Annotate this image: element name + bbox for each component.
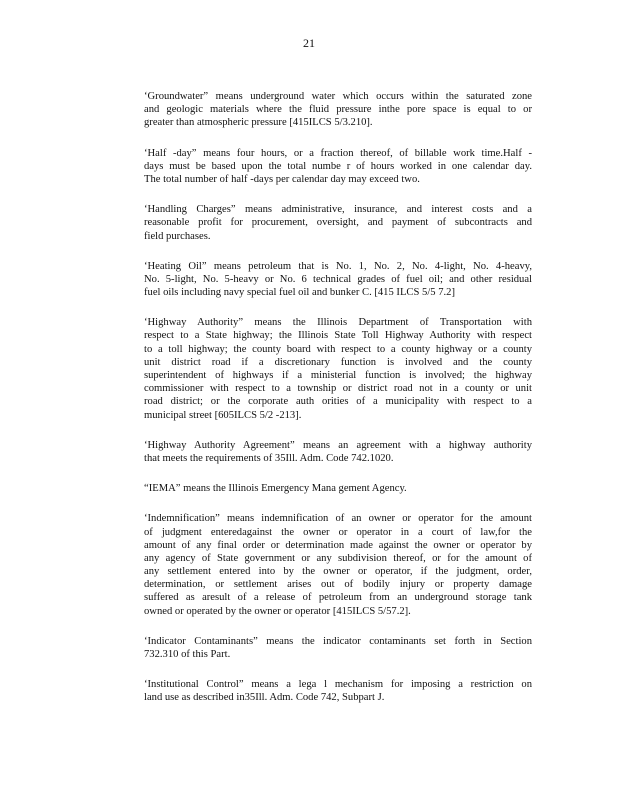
text-line: ‘Institutional Control” means a lega l mechanism for imposing a restriction on <box>144 679 532 691</box>
text-line: respect to a State highway; the Illinois State Toll Highway Authority with respect <box>144 330 532 342</box>
text-line: superintendent of highways if a ministerial function is involved; the highway <box>144 370 532 381</box>
text-line: ‘Indemnification” means indemnification of an owner or operator for the amount <box>144 513 532 525</box>
text-line: unit district road if a discretionary function is involved and the county <box>144 356 532 368</box>
definition-paragraph <box>144 203 532 243</box>
text-line: “IEMA” means the Illinois Emergency Mana gement Agency. <box>144 483 407 495</box>
definitions-body <box>144 90 532 722</box>
text-line: No. 5-light, No. 5-heavy or No. 6 technical grades of fuel oil; and other residual <box>144 273 532 285</box>
text-line: ‘Highway Authority Agreement” means an agreement with a highway authority <box>144 439 532 451</box>
text-line: days must be based upon the total numbe r of hours worked in one calendar day. <box>144 160 532 172</box>
text-line: 732.310 of this Part. <box>144 649 231 660</box>
definition-paragraph <box>144 147 532 187</box>
text-line: determination, or settlement arises out of bodily injury or property damage <box>144 579 532 591</box>
definition-paragraph <box>144 512 532 618</box>
definition-paragraph <box>144 90 532 130</box>
text-line: to a toll highway; the county board with respect to a county highway or a county <box>144 343 532 355</box>
text-line: owned or operated by the owner or operator [415ILCS 5/57.2]. <box>144 605 411 617</box>
text-line: amount of any final order or determination made against the owner or operator by <box>144 539 532 551</box>
text-line: The total number of half -days per calendar day may exceed two. <box>144 173 420 185</box>
text-line: ‘Handling Charges” means administrative, insurance, and interest costs and a <box>144 204 532 216</box>
text-line: municipal street [605ILCS 5/2 -213]. <box>144 409 302 421</box>
text-line: greater than atmospheric pressure [415ILCS 5/3.210]. <box>144 117 373 129</box>
definition-paragraph <box>144 482 532 495</box>
text-line: and geologic materials where the fluid pressure inthe pore space is equal to or <box>144 104 532 116</box>
text-line: suffered as aresult of a release of petroleum from an underground storage tank <box>144 592 532 604</box>
text-line: ‘Indicator Contaminants” means the indicator contaminants set forth in Section <box>144 635 532 647</box>
text-line: land use as described in35Ill. Adm. Code 742, Subpart J. <box>144 692 385 704</box>
text-line: commissioner with respect to a township or district road not in a county or unit <box>144 383 532 395</box>
text-line: any agency of State government or any subdivision thereof, or for the amount of <box>144 552 532 564</box>
text-line: ‘Half -day” means four hours, or a fraction thereof, of billable work time.Half - <box>144 147 532 159</box>
text-line: ‘Heating Oil” means petroleum that is No. 1, No. 2, No. 4-light, No. 4-heavy, <box>144 260 532 272</box>
text-line: fuel oils including navy special fuel oil and bunker C. [415 ILCS 5/5 7.2] <box>144 287 455 299</box>
text-line: of judgment enteredagainst the owner or operator in a court of law,for the <box>144 526 532 538</box>
text-line: any settlement entered into by the owner or operator, if the judgment, order, <box>144 566 532 578</box>
definition-paragraph <box>144 678 532 704</box>
page-number: 21 <box>303 36 315 50</box>
text-line: that meets the requirements of 35Ill. Adm. Code 742.1020. <box>144 452 394 464</box>
definition-paragraph <box>144 260 532 300</box>
text-line: reasonable profit for procurement, oversight, and payment of subcontracts and <box>144 217 532 229</box>
text-line: road district; or the corporate auth orities of a municipality with respect to a <box>144 396 532 408</box>
definition-paragraph <box>144 439 532 465</box>
text-line: ‘Highway Authority” means the Illinois Department of Transportation with <box>144 317 532 329</box>
text-line: ‘Groundwater” means underground water which occurs within the saturated zone <box>144 91 532 102</box>
text-line: field purchases. <box>144 230 211 242</box>
definition-paragraph <box>144 316 532 422</box>
definition-paragraph <box>144 635 532 661</box>
